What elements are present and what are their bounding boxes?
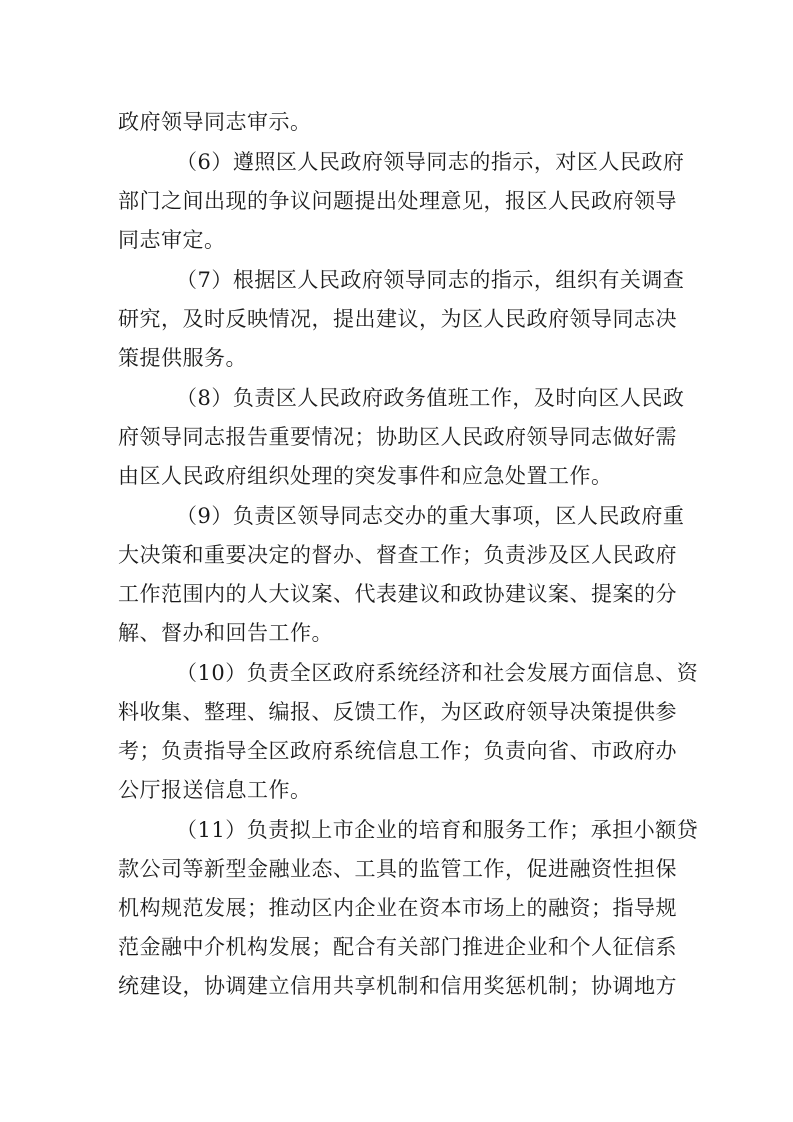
text-line: 工作范围内的人大议案、代表建议和政协建议案、提案的分 <box>118 582 677 606</box>
text-line: （11）负责拟上市企业的培育和服务工作；承担小额贷 <box>176 818 699 842</box>
text-line: 料收集、整理、编报、反馈工作，为区政府领导决策提供参 <box>118 700 677 724</box>
text-line: 由区人民政府组织处理的突发事件和应急处置工作。 <box>118 464 613 488</box>
text-line: 府领导同志报告重要情况；协助区人民政府领导同志做好需 <box>118 425 677 449</box>
text-line: 同志审定。 <box>118 228 226 252</box>
text-line: 研究，及时反映情况，提出建议，为区人民政府领导同志决 <box>118 307 677 331</box>
text-line: （9）负责区领导同志交办的重大事项，区人民政府重 <box>176 504 685 528</box>
text-line: （6）遵照区人民政府领导同志的指示，对区人民政府 <box>176 150 685 174</box>
text-line: 部门之间出现的争议问题提出处理意见，报区人民政府领导 <box>118 189 677 213</box>
text-line: 大决策和重要决定的督办、督查工作；负责涉及区人民政府 <box>118 543 677 567</box>
text-line: 范金融中介机构发展；配合有关部门推进企业和个人征信系 <box>118 935 677 959</box>
text-line: （8）负责区人民政府政务值班工作，及时向区人民政 <box>176 386 685 410</box>
text-line: 机构规范发展；推动区内企业在资本市场上的融资；指导规 <box>118 896 677 920</box>
text-line: 款公司等新型金融业态、工具的监管工作，促进融资性担保 <box>118 857 677 881</box>
text-line: 统建设，协调建立信用共享机制和信用奖惩机制；协调地方 <box>118 974 677 998</box>
text-line: 公厅报送信息工作。 <box>118 778 312 802</box>
text-line: （10）负责全区政府系统经济和社会发展方面信息、资 <box>176 661 699 685</box>
text-line: 策提供服务。 <box>118 346 247 370</box>
text-line: 政府领导同志审示。 <box>118 110 312 134</box>
text-line: 解、督办和回告工作。 <box>118 621 333 645</box>
text-line: 考；负责指导全区政府系统信息工作；负责向省、市政府办 <box>118 739 677 763</box>
text-line: （7）根据区人民政府领导同志的指示，组织有关调查 <box>176 268 685 292</box>
